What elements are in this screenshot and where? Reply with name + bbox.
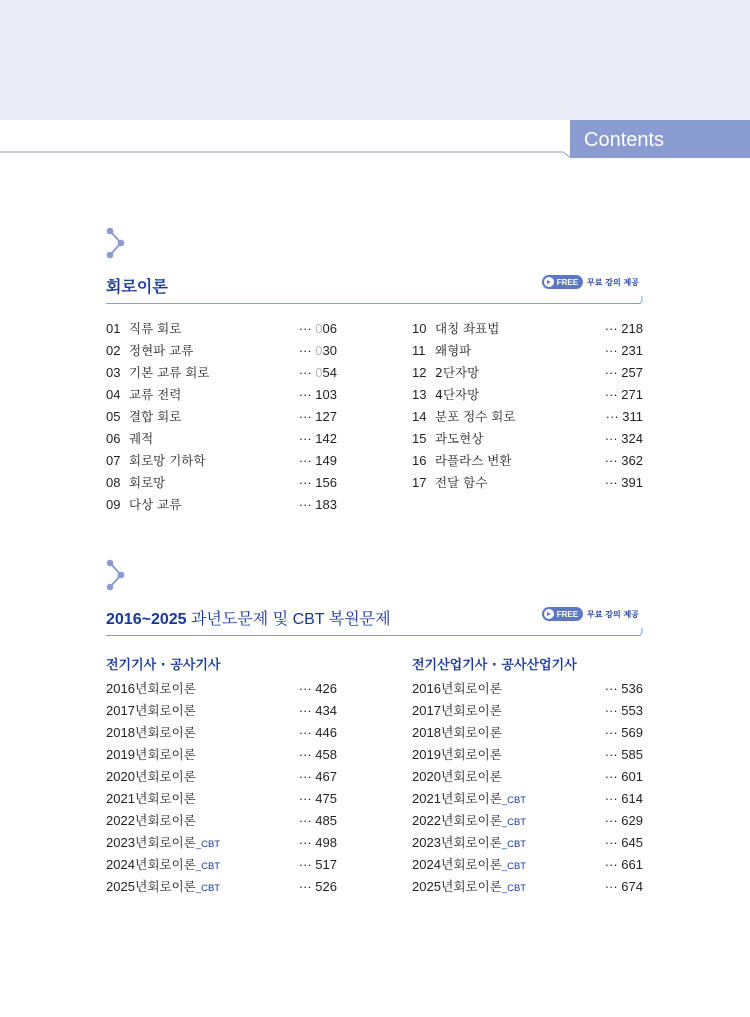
section-title: 2016~2025 과년도문제 및 CBT 복원문제 — [106, 611, 391, 628]
page-number — [299, 384, 337, 406]
leader-dots: ··· — [604, 321, 622, 336]
chapter-number: 05 — [106, 409, 121, 424]
exam-name: 회로이론 — [147, 703, 196, 718]
leader-dots: ··· — [604, 879, 622, 894]
page-number — [299, 472, 337, 494]
page-value: 218 — [621, 321, 643, 336]
leader-dots: ··· — [298, 497, 316, 512]
leader-dots: ··· — [604, 475, 622, 490]
free-pill: FREE — [542, 275, 583, 289]
leader-dots: ··· — [604, 365, 622, 380]
leader-dots: ··· — [298, 747, 316, 762]
page-value: 183 — [315, 497, 337, 512]
page-number — [299, 722, 337, 744]
leader-dots: ··· — [298, 791, 316, 806]
page-number — [605, 340, 643, 362]
chapter-number: 07 — [106, 453, 121, 468]
free-pill: FREE — [542, 607, 583, 621]
page-prefix: 0 — [315, 343, 323, 358]
page-value: 103 — [315, 387, 337, 402]
page-value: 142 — [315, 431, 337, 446]
exam-year: 2022년 — [106, 813, 148, 828]
leader-dots: ··· — [298, 681, 316, 696]
toc-row[interactable] — [106, 428, 337, 450]
toc-row[interactable] — [106, 722, 337, 744]
toc-row[interactable] — [106, 700, 337, 722]
cbt-tag: _CBT — [501, 883, 527, 894]
exam-year: 2019년 — [106, 747, 148, 762]
chapter-number: 06 — [106, 431, 121, 446]
page-value: 475 — [315, 791, 337, 806]
leader-dots: ··· — [298, 725, 316, 740]
exam-name: 회로이론 — [453, 857, 502, 872]
toc-row[interactable] — [412, 766, 643, 788]
page-value: 517 — [315, 857, 337, 872]
chapter-number: 10 — [412, 321, 427, 336]
exam-name: 회로이론 — [453, 747, 502, 762]
exam-name: 회로이론 — [147, 681, 196, 696]
toc-row[interactable] — [106, 406, 337, 428]
leader-dots: ··· — [298, 835, 316, 850]
toc-row[interactable] — [106, 384, 337, 406]
free-lecture-badge[interactable] — [542, 274, 639, 290]
toc-row[interactable] — [106, 854, 337, 876]
toc-row[interactable] — [412, 722, 643, 744]
chapter-name: 전달 함수 — [435, 475, 488, 490]
leader-dots: ··· — [298, 879, 316, 894]
page-value: 467 — [315, 769, 337, 784]
leader-dots: ··· — [298, 365, 316, 380]
page-value: 536 — [621, 681, 643, 696]
chapter-name: 회로망 기하학 — [129, 453, 206, 468]
leader-dots: ··· — [604, 343, 622, 358]
chapter-number: 04 — [106, 387, 121, 402]
toc-row[interactable] — [106, 832, 337, 854]
toc-row[interactable] — [106, 766, 337, 788]
page-value: 661 — [621, 857, 643, 872]
toc-row[interactable] — [106, 472, 337, 494]
page-value: 614 — [621, 791, 643, 806]
exam-year: 2023년 — [106, 835, 148, 850]
page-value: 601 — [621, 769, 643, 784]
page-number — [605, 876, 643, 898]
leader-dots: ··· — [298, 387, 316, 402]
exam-name: 회로이론 — [147, 857, 196, 872]
page-value: 311 — [622, 409, 643, 424]
toc-row[interactable] — [412, 700, 643, 722]
toc-row[interactable] — [106, 340, 337, 362]
page-number — [299, 854, 337, 876]
leader-dots: ··· — [604, 769, 622, 784]
exam-name: 회로이론 — [453, 835, 502, 850]
leader-dots: ··· — [298, 453, 316, 468]
page-number — [605, 832, 643, 854]
page-value: 446 — [315, 725, 337, 740]
page-value: 362 — [621, 453, 643, 468]
exam-year: 2021년 — [412, 791, 454, 806]
exam-list-right — [412, 678, 643, 898]
exam-year: 2025년 — [412, 879, 454, 894]
toc-row[interactable] — [106, 362, 337, 384]
chapter-list-right — [412, 318, 643, 494]
toc-row[interactable] — [412, 810, 643, 832]
page-number — [299, 362, 337, 384]
page-value: 526 — [315, 879, 337, 894]
leader-dots: ··· — [298, 343, 316, 358]
toc-row[interactable] — [412, 428, 643, 450]
page-number — [299, 318, 337, 340]
page-number — [299, 788, 337, 810]
leader-dots: ··· — [604, 387, 622, 402]
page-value: 156 — [315, 475, 337, 490]
leader-dots: ··· — [604, 857, 622, 872]
exam-year: 2016년 — [412, 681, 454, 696]
page-value: 30 — [322, 343, 337, 358]
section-header-rule — [106, 628, 643, 636]
page-value: 645 — [621, 835, 643, 850]
free-lecture-badge[interactable] — [542, 606, 639, 622]
chapter-number: 09 — [106, 497, 121, 512]
chapter-name: 정현파 교류 — [129, 343, 194, 358]
toc-row[interactable] — [412, 362, 643, 384]
toc-row[interactable] — [106, 810, 337, 832]
page-number — [299, 766, 337, 788]
page-number — [299, 494, 337, 516]
leader-dots: ··· — [604, 813, 622, 828]
page-number — [605, 700, 643, 722]
page-prefix: 0 — [315, 321, 323, 336]
chapter-name: 회로망 — [129, 475, 166, 490]
exam-year: 2018년 — [106, 725, 148, 740]
exam-name: 회로이론 — [147, 791, 196, 806]
play-circle-icon — [544, 609, 554, 619]
leader-dots: ··· — [298, 431, 316, 446]
leader-dots: ··· — [298, 321, 316, 336]
toc-row[interactable] — [106, 450, 337, 472]
chapter-number: 12 — [412, 365, 427, 380]
page-number — [605, 678, 643, 700]
toc-row[interactable] — [412, 340, 643, 362]
page-number — [605, 428, 643, 450]
chapter-number: 14 — [412, 409, 427, 424]
exam-name: 회로이론 — [453, 703, 502, 718]
exam-name: 회로이론 — [453, 879, 502, 894]
leader-dots: ··· — [604, 725, 622, 740]
chapter-number: 16 — [412, 453, 427, 468]
page-value: 629 — [621, 813, 643, 828]
page-number — [605, 788, 643, 810]
page-number — [299, 876, 337, 898]
page-number — [605, 722, 643, 744]
page-number — [605, 472, 643, 494]
page-value: 324 — [621, 431, 643, 446]
exam-year: 2017년 — [106, 703, 148, 718]
play-circle-icon — [544, 277, 554, 287]
toc-row[interactable] — [412, 788, 643, 810]
chapter-list-left — [106, 318, 337, 516]
page-number — [605, 810, 643, 832]
page-number — [605, 362, 643, 384]
toc-row[interactable] — [106, 788, 337, 810]
page-value: 553 — [621, 703, 643, 718]
page-number — [606, 406, 643, 428]
page-value: 458 — [315, 747, 337, 762]
exam-name: 회로이론 — [147, 813, 196, 828]
exam-year: 2016년 — [106, 681, 148, 696]
leader-dots: ··· — [298, 703, 316, 718]
page-value: 54 — [322, 365, 337, 380]
toc-row[interactable] — [106, 494, 337, 516]
section-header — [106, 606, 643, 634]
leader-dots: ··· — [604, 835, 622, 850]
exam-name: 회로이론 — [147, 835, 196, 850]
chapter-number: 08 — [106, 475, 121, 490]
cbt-tag: _CBT — [501, 795, 527, 806]
page-number — [605, 744, 643, 766]
page-number — [299, 428, 337, 450]
page-value: 674 — [621, 879, 643, 894]
cbt-tag: _CBT — [501, 839, 527, 850]
page-value: 06 — [322, 321, 337, 336]
chapter-name: 결합 회로 — [129, 409, 182, 424]
free-text: 무료 강의 제공 — [587, 609, 639, 619]
toc-row[interactable] — [412, 678, 643, 700]
chapter-name: 궤적 — [129, 431, 154, 446]
exam-name: 회로이론 — [453, 791, 502, 806]
toc-row[interactable] — [412, 318, 643, 340]
page-value: 434 — [315, 703, 337, 718]
page-number — [299, 340, 337, 362]
page-value: 231 — [621, 343, 643, 358]
page-number — [605, 854, 643, 876]
cbt-tag: _CBT — [195, 861, 221, 872]
chapter-number: 02 — [106, 343, 121, 358]
leader-dots: ··· — [298, 813, 316, 828]
exam-year: 2024년 — [412, 857, 454, 872]
cbt-tag: _CBT — [195, 883, 221, 894]
exam-year: 2023년 — [412, 835, 454, 850]
leader-dots: ··· — [298, 769, 316, 784]
leader-dots: ··· — [604, 703, 622, 718]
page-number — [605, 766, 643, 788]
cbt-tag: _CBT — [195, 839, 221, 850]
exam-name: 회로이론 — [147, 747, 196, 762]
page-number — [299, 700, 337, 722]
page-value: 149 — [315, 453, 337, 468]
cbt-tag: _CBT — [501, 861, 527, 872]
toc-row[interactable] — [412, 472, 643, 494]
exam-year: 2022년 — [412, 813, 454, 828]
toc-row[interactable] — [412, 384, 643, 406]
exam-year: 2024년 — [106, 857, 148, 872]
toc-row[interactable] — [412, 854, 643, 876]
section-header-rule — [106, 296, 643, 304]
page-prefix: 0 — [315, 365, 323, 380]
page-value: 391 — [621, 475, 643, 490]
share-icon — [106, 558, 128, 592]
chapter-number: 01 — [106, 321, 121, 336]
page-value: 569 — [621, 725, 643, 740]
page-value: 271 — [621, 387, 643, 402]
page-value: 127 — [315, 409, 337, 424]
leader-dots: ··· — [298, 409, 316, 424]
leader-dots: ··· — [298, 857, 316, 872]
toc-row[interactable] — [412, 876, 643, 898]
exam-name: 회로이론 — [453, 681, 502, 696]
exam-name: 회로이론 — [147, 879, 196, 894]
page-number — [605, 450, 643, 472]
exam-year: 2020년 — [106, 769, 148, 784]
page-value: 257 — [621, 365, 643, 380]
header-band — [0, 0, 750, 120]
chapter-name: 2단자망 — [435, 365, 480, 380]
toc-row[interactable] — [412, 406, 643, 428]
chapter-name: 라플라스 변환 — [435, 453, 512, 468]
exam-list-left — [106, 678, 337, 898]
page-number — [299, 810, 337, 832]
chapter-name: 대칭 좌표법 — [435, 321, 500, 336]
chapter-number: 13 — [412, 387, 427, 402]
section-header — [106, 274, 643, 302]
exam-year: 2018년 — [412, 725, 454, 740]
exam-year: 2019년 — [412, 747, 454, 762]
chapter-name: 직류 회로 — [129, 321, 182, 336]
exam-year: 2017년 — [412, 703, 454, 718]
page-number — [299, 832, 337, 854]
exam-name: 회로이론 — [453, 813, 502, 828]
leader-dots: ··· — [298, 475, 316, 490]
chapter-name: 과도현상 — [435, 431, 484, 446]
exam-year: 2021년 — [106, 791, 148, 806]
page-value: 426 — [315, 681, 337, 696]
chapter-name: 다상 교류 — [129, 497, 182, 512]
toc-row[interactable] — [412, 450, 643, 472]
chapter-number: 03 — [106, 365, 121, 380]
page-number — [299, 678, 337, 700]
chapter-name: 왜형파 — [435, 343, 472, 358]
free-text: 무료 강의 제공 — [587, 277, 639, 287]
chapter-number: 11 — [412, 343, 426, 358]
exam-name: 회로이론 — [147, 725, 196, 740]
page-value: 498 — [315, 835, 337, 850]
subsection-title-industrial-engineer: 전기산업기사 · 공사산업기사 — [412, 658, 577, 673]
toc-row[interactable] — [106, 744, 337, 766]
contents-tab: Contents — [570, 120, 750, 158]
leader-dots: ··· — [604, 747, 622, 762]
exam-name: 회로이론 — [147, 769, 196, 784]
toc-row[interactable] — [106, 678, 337, 700]
chapter-number: 17 — [412, 475, 427, 490]
chapter-name: 기본 교류 회로 — [129, 365, 210, 380]
exam-year: 2020년 — [412, 769, 454, 784]
toc-row[interactable] — [412, 744, 643, 766]
chapter-name: 4단자망 — [435, 387, 480, 402]
subsection-title-engineer: 전기기사 · 공사기사 — [106, 658, 221, 673]
leader-dots: ··· — [604, 431, 622, 446]
exam-year: 2025년 — [106, 879, 148, 894]
page-number — [605, 318, 643, 340]
toc-row[interactable] — [106, 876, 337, 898]
page-value: 485 — [315, 813, 337, 828]
section-title: 회로이론 — [106, 277, 168, 296]
page-number — [605, 384, 643, 406]
exam-name: 회로이론 — [453, 725, 502, 740]
leader-dots: ··· — [605, 409, 623, 424]
chapter-name: 교류 전력 — [129, 387, 182, 402]
toc-row[interactable] — [106, 318, 337, 340]
chapter-number: 15 — [412, 431, 427, 446]
chapter-name: 분포 정수 회로 — [435, 409, 516, 424]
cbt-tag: _CBT — [501, 817, 527, 828]
page-value: 585 — [621, 747, 643, 762]
share-icon — [106, 226, 128, 260]
page-number — [299, 450, 337, 472]
page-number — [299, 406, 337, 428]
leader-dots: ··· — [604, 453, 622, 468]
toc-row[interactable] — [412, 832, 643, 854]
leader-dots: ··· — [604, 681, 622, 696]
exam-name: 회로이론 — [453, 769, 502, 784]
leader-dots: ··· — [604, 791, 622, 806]
page-number — [299, 744, 337, 766]
